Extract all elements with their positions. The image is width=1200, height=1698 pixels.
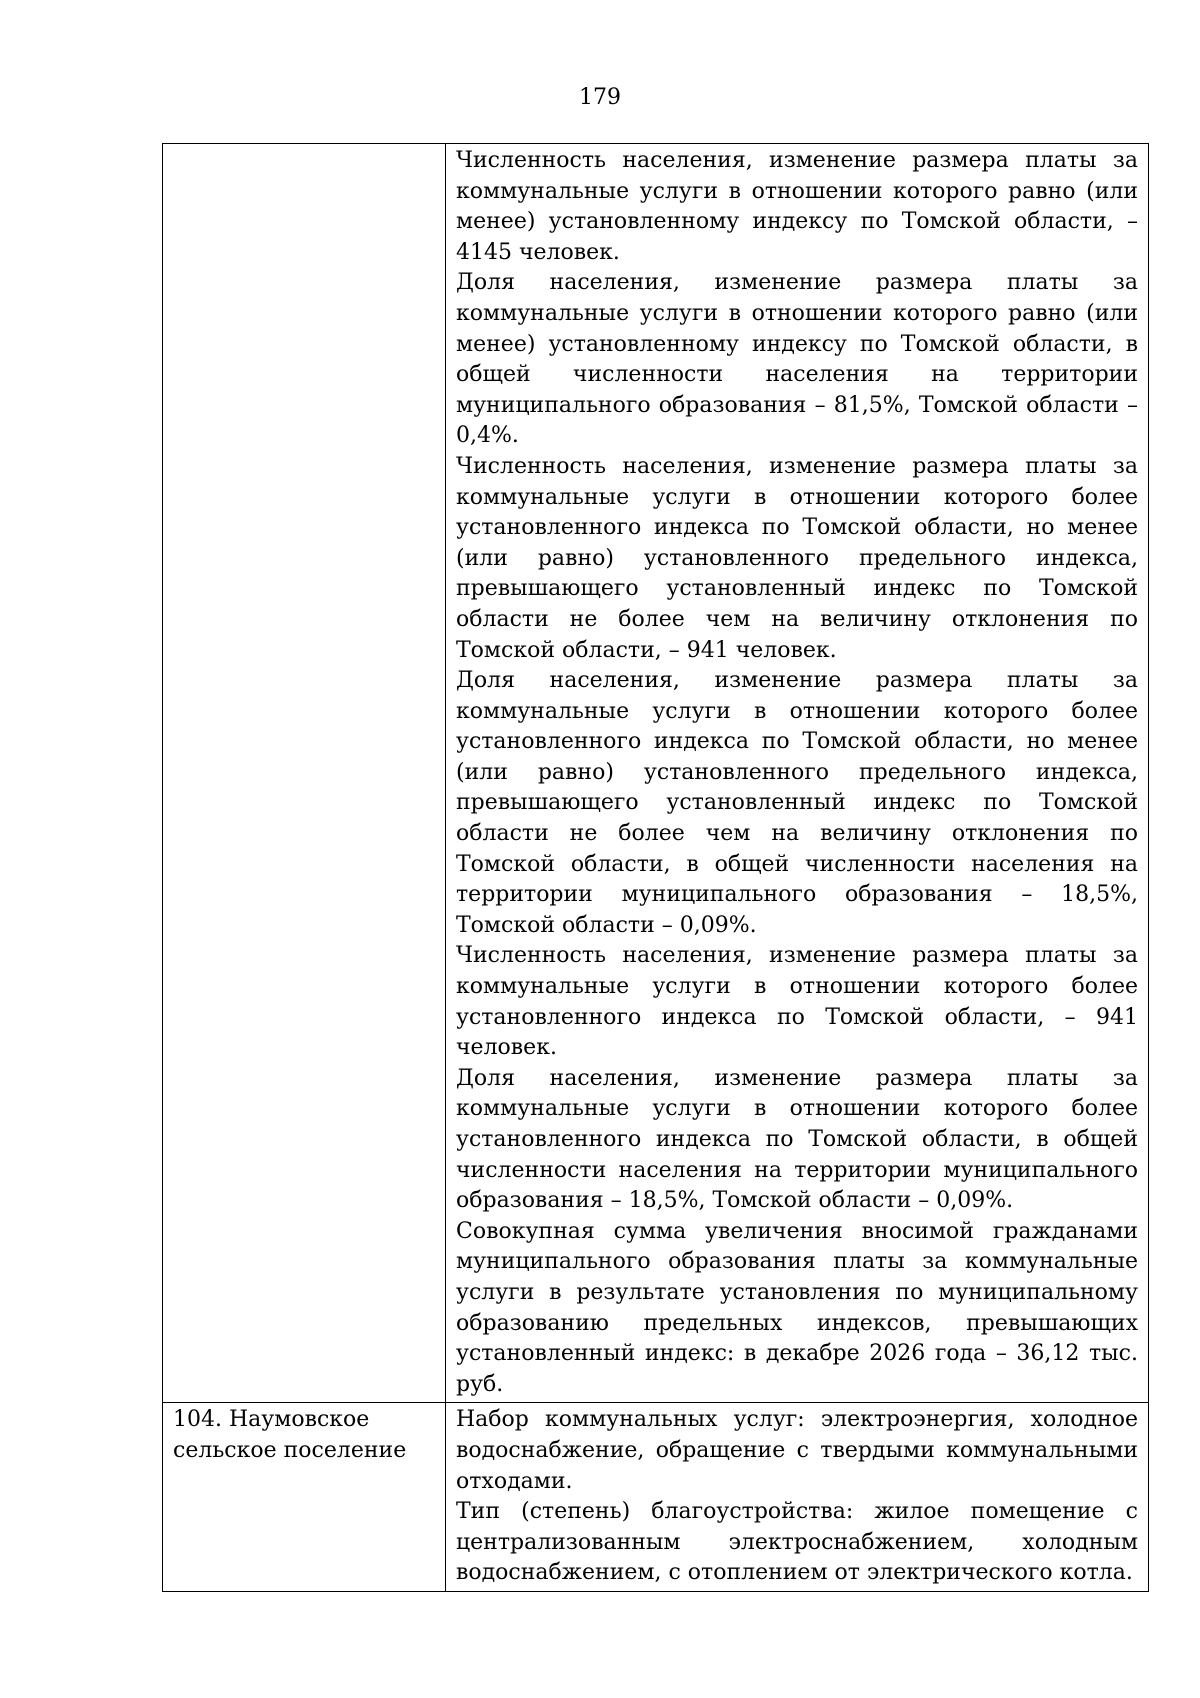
page-number: 179	[579, 85, 621, 110]
table-cell-description	[446, 144, 1149, 1403]
description-paragraph: Доля населения, изменение размера платы за коммунальные услуги в отношении которого более установленного индекса по Томской области, в общей численности населения на территории муниципального образования – 18,5%, Томской области – 0,09%.	[456, 1065, 1138, 1214]
table-cell-municipality	[163, 1403, 446, 1592]
description-paragraph: Набор коммунальных услуг: электроэнергия, холодное водоснабжение, обращение с твердыми коммунальными отходами.	[456, 1407, 1138, 1494]
municipality-name: 104. Наумовское сельское поселение	[173, 1407, 407, 1463]
description-paragraph: Численность населения, изменение размера платы за коммунальные услуги в отношении которого равно (или менее) установленному индексу по Томской области, – 4145 человек.	[456, 148, 1138, 265]
description-paragraph: Доля населения, изменение размера платы за коммунальные услуги в отношении которого более установленного индекса по Томской области, но менее (или равно) установленного предельного индекса, превышающего установленный индекс по Томской области не более чем на величину отклонения по Томской области, в общей численности населения на территории муниципального образования – 18,5%, Томской области – 0,09%.	[456, 668, 1138, 938]
table-row	[163, 1403, 1149, 1592]
table-row	[163, 144, 1149, 1403]
description-paragraph: Тип (степень) благоустройства: жилое помещение с централизованным электроснабжением, холодным водоснабжением, с отоплением от электрического котла.	[456, 1499, 1138, 1586]
content-table	[162, 143, 1149, 1592]
table-cell-description	[446, 1403, 1149, 1592]
description-paragraph: Доля населения, изменение размера платы за коммунальные услуги в отношении которого равно (или менее) установленному индексу по Томской области, в общей численности населения на территории муниципального образования – 81,5%, Томской области – 0,4%.	[456, 270, 1138, 449]
table-cell-municipality	[163, 144, 446, 1403]
description-paragraph: Численность населения, изменение размера платы за коммунальные услуги в отношении которого более установленного индекса по Томской области, но менее (или равно) установленного предельного индекса, превышающего установленный индекс по Томской области не более чем на величину отклонения по Томской области, – 941 человек.	[456, 453, 1138, 663]
description-paragraph: Совокупная сумма увеличения вносимой гражданами муниципального образования платы за коммунальные услуги в результате установления по муниципальному образованию предельных индексов, превышающих установленный индекс: в декабре 2026 года – 36,12 тыс. руб.	[456, 1218, 1138, 1397]
description-paragraph: Численность населения, изменение размера платы за коммунальные услуги в отношении которого более установленного индекса по Томской области, – 941 человек.	[456, 943, 1138, 1061]
